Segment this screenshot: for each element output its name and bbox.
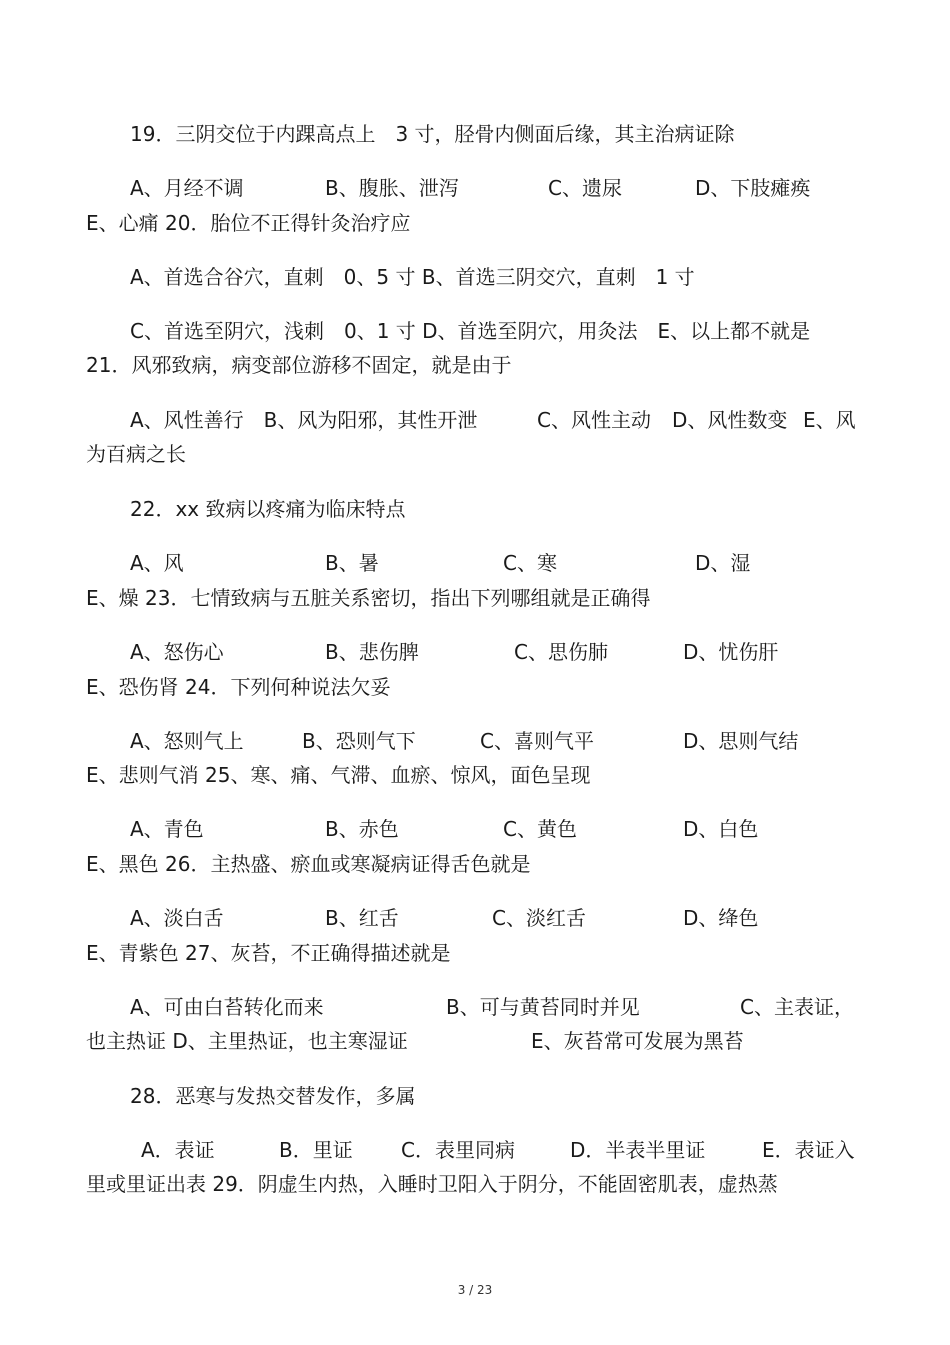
option-e: E．表证入 (762, 1138, 855, 1162)
option-d: D、绛色 (683, 906, 759, 930)
question-21: 21．风邪致病，病变部位游移不固定，就是由于 (86, 353, 512, 377)
option-b: B．里证 (279, 1138, 353, 1162)
option-d: D、忧伤肝 (683, 640, 779, 664)
option-b: B、恐则气下 (302, 729, 416, 753)
option-a: A、风 (130, 551, 184, 575)
option-d: D、白色 (683, 817, 759, 841)
option-b: B、暑 (325, 551, 379, 575)
option-e: E、灰苔常可发展为黑苔 (531, 1029, 744, 1053)
option-e-question-20: E、心痛 20．胎位不正得针灸治疗应 (86, 211, 411, 235)
option-c: C、思伤肺 (514, 640, 608, 664)
option-b: B、红舌 (325, 906, 399, 930)
options-27-cd: 也主热证 D、主里热证，也主寒湿证 (86, 1029, 408, 1053)
question-22: 22．xx 致病以疼痛为临床特点 (130, 497, 406, 521)
option-e-question-27: E、青紫色 27、灰苔，不正确得描述就是 (86, 941, 451, 965)
option-b: B、腹胀、泄泻 (325, 176, 459, 200)
option-e-question-29: 里或里证出表 29．阴虚生内热，入睡时卫阳入于阴分，不能固密肌表，虚热蒸 (86, 1172, 778, 1196)
option-a: A、可由白苔转化而来 (130, 995, 324, 1019)
options-20-cde: C、首选至阴穴，浅刺 0、1 寸 D、首选至阴穴，用灸法 E、以上都不就是 (130, 319, 811, 343)
option-d: D、下肢瘫痪 (695, 176, 811, 200)
option-a: A、月经不调 (130, 176, 244, 200)
option-c: C、黄色 (503, 817, 577, 841)
option-b: B、可与黄苔同时并见 (446, 995, 640, 1019)
page-number: 3 / 23 (457, 1283, 493, 1297)
option-c: C、遗尿 (548, 176, 622, 200)
option-a: A、怒则气上 (130, 729, 244, 753)
option-d: D、思则气结 (683, 729, 799, 753)
question-28: 28．恶寒与发热交替发作，多属 (130, 1084, 416, 1108)
option-e-question-25: E、悲则气消 25、寒、痛、气滞、血瘀、惊风，面色呈现 (86, 763, 591, 787)
options-21-ab: A、风性善行 B、风为阳邪，其性开泄 (130, 408, 478, 432)
option-a: A．表证 (141, 1138, 215, 1162)
option-c: C、寒 (503, 551, 557, 575)
option-e-question-26: E、黑色 26．主热盛、瘀血或寒凝病证得舌色就是 (86, 852, 531, 876)
option-c: C、喜则气平 (480, 729, 594, 753)
option-c: C、主表证， (740, 995, 854, 1019)
option-c: C、风性主动 (537, 408, 651, 432)
options-20-ab: A、首选合谷穴，直刺 0、5 寸 B、首选三阴交穴，直刺 1 寸 (130, 265, 695, 289)
option-a: A、青色 (130, 817, 204, 841)
option-d: D、湿 (695, 551, 751, 575)
option-e: E、风 (803, 408, 856, 432)
question-19: 19．三阴交位于内踝高点上 3 寸，胫骨内侧面后缘，其主治病证除 (130, 122, 735, 146)
option-e-question-24: E、恐伤肾 24．下列何种说法欠妥 (86, 675, 391, 699)
option-d: D．半表半里证 (570, 1138, 706, 1162)
option-b: B、赤色 (325, 817, 399, 841)
option-a: A、淡白舌 (130, 906, 224, 930)
option-c: C、淡红舌 (492, 906, 586, 930)
option-b: B、悲伤脾 (325, 640, 419, 664)
option-e-continued: 为百病之长 (86, 442, 186, 466)
option-e-question-23: E、燥 23．七情致病与五脏关系密切，指出下列哪组就是正确得 (86, 586, 651, 610)
option-a: A、怒伤心 (130, 640, 224, 664)
option-d: D、风性数变 (672, 408, 788, 432)
option-c: C．表里同病 (401, 1138, 515, 1162)
